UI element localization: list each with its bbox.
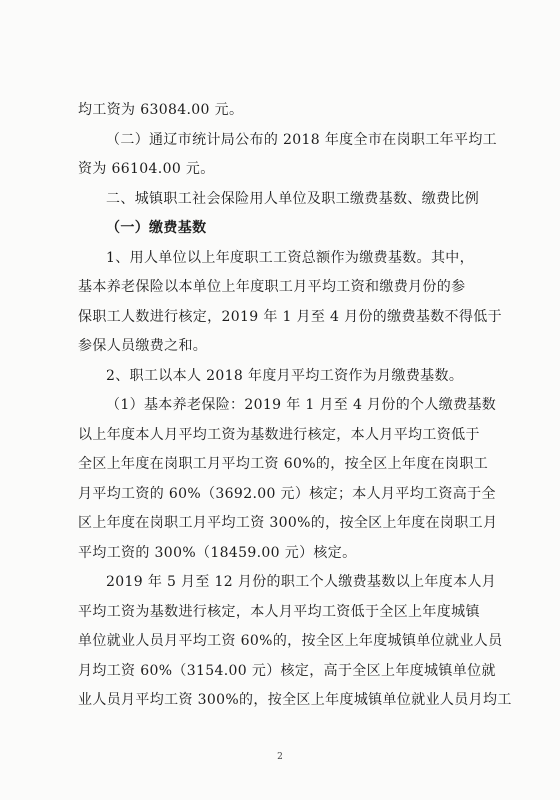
text-line: 区上年度在岗职工月平均工资 300%的，按全区上年度在岗职工月 (78, 515, 498, 531)
section-heading: 二、城镇职工社会保险用人单位及职工缴费基数、缴费比例 (106, 190, 480, 207)
text-line: 2019 年 5 月至 12 月份的职工个人缴费基数以上年度本人月 (106, 574, 497, 590)
text-line: 均工资为 63084.00 元。 (78, 102, 244, 118)
text-line: 1、用人单位以上年度职工工资总额作为缴费基数。其中， (106, 249, 475, 266)
text-line: 月均工资 60%（3154.00 元）核定，高于全区上年度城镇单位就 (78, 662, 496, 679)
page-number: 2 (277, 752, 283, 762)
subsection-heading: （一）缴费基数 (106, 220, 207, 236)
text-line: （二）通辽市统计局公布的 2018 年度全市在岗职工年平均工 (106, 131, 498, 148)
text-line: 资为 66104.00 元。 (78, 161, 215, 177)
text-line: （1）基本养老保险：2019 年 1 月至 4 月份的个人缴费基数 (106, 397, 497, 413)
text-line: 平均工资的 300%（18459.00 元）核定。 (78, 544, 357, 561)
text-line: 平均工资为基数进行核定，本人月平均工资低于全区上年度城镇 (78, 603, 480, 620)
text-line: 2、职工以本人 2018 年度月平均工资作为月缴费基数。 (106, 367, 464, 384)
text-line: 保职工人数进行核定，2019 年 1 月至 4 月份的缴费基数不得低于 (78, 308, 502, 325)
text-line: 基本养老保险以本单位上年度职工月平均工资和缴费月份的参 (78, 279, 466, 295)
text-line: 单位就业人员月平均工资 60%的，按全区上年度城镇单位就业人员 (78, 633, 503, 649)
document-body (78, 96, 520, 716)
text-line: 以上年度本人月平均工资为基数进行核定，本人月平均工资低于 (78, 426, 480, 443)
text-line: 参保人员缴费之和。 (78, 338, 208, 354)
text-line: 月平均工资的 60%（3692.00 元）核定；本人月平均工资高于全 (78, 485, 496, 502)
text-line: 全区上年度在岗职工月平均工资 60%的，按全区上年度在岗职工 (78, 456, 489, 472)
text-line: 业人员月平均工资 300%的，按全区上年度城镇单位就业人员月均工 (78, 692, 512, 708)
